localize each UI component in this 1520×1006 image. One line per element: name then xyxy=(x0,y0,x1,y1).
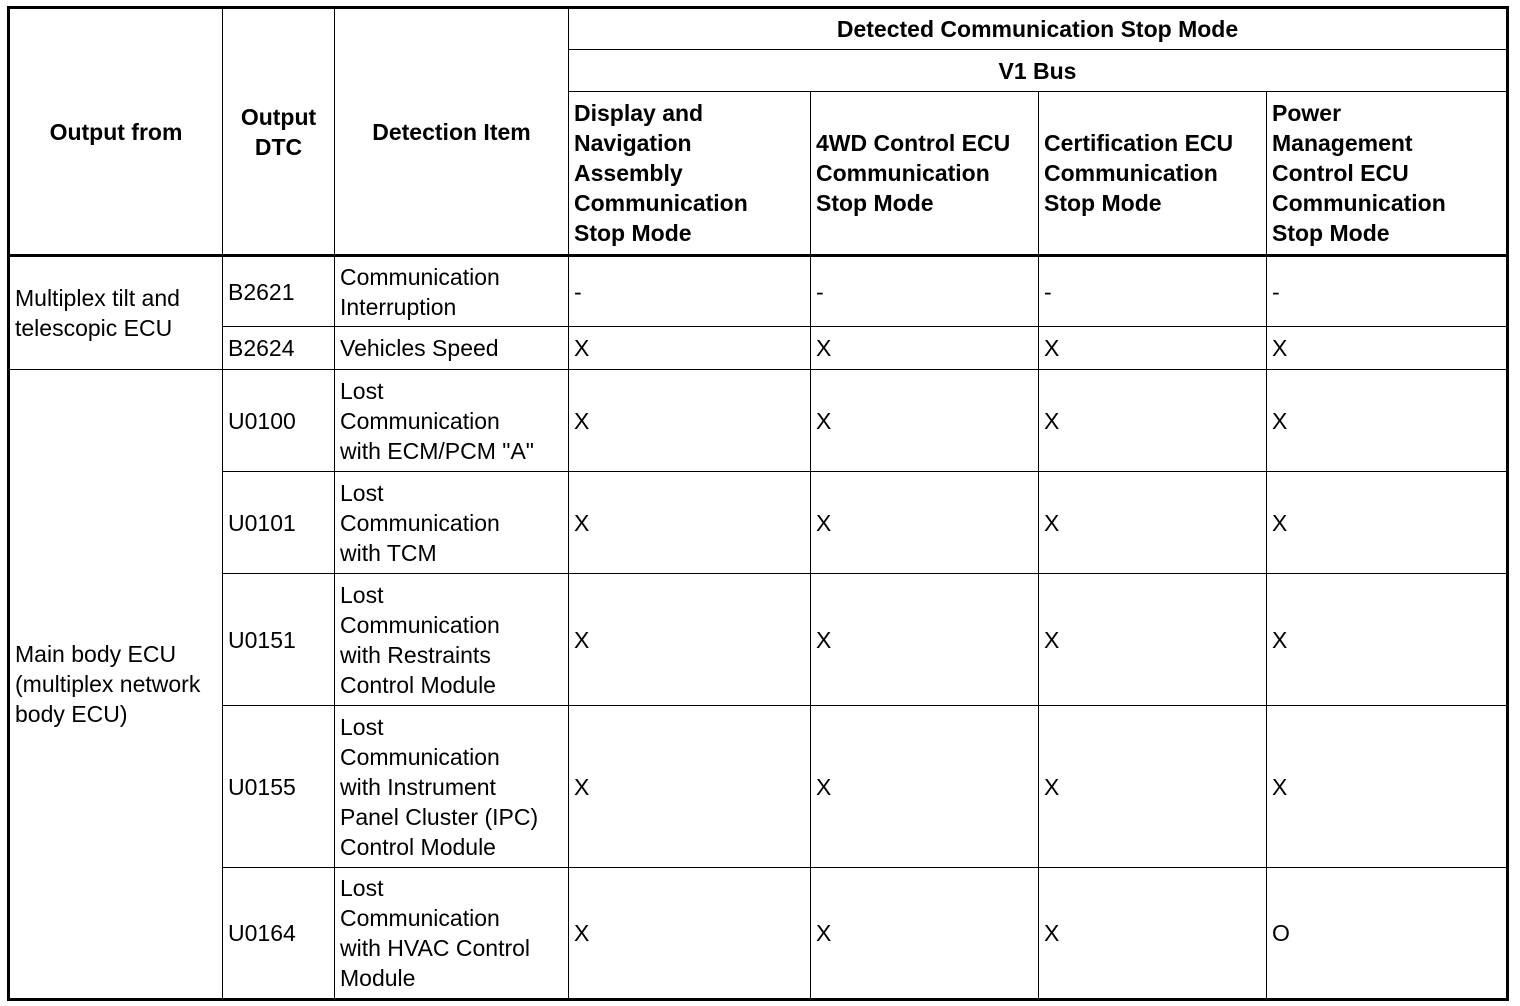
table-row xyxy=(9,370,1508,472)
header-bus: V1 Bus xyxy=(569,50,1508,92)
mode-cell: X xyxy=(1039,574,1267,706)
mode-cell: X xyxy=(811,327,1039,370)
mode-cell: X xyxy=(569,706,811,868)
mode-cell: - xyxy=(569,256,811,327)
mode-cell: X xyxy=(1267,472,1508,574)
header-mode-4wd-control-ecu: 4WD Control ECU Communication Stop Mode xyxy=(811,92,1039,256)
detection-item-cell: Lost Communication with HVAC Control Module xyxy=(335,868,569,1000)
mode-cell: X xyxy=(1267,574,1508,706)
table-row xyxy=(9,574,1508,706)
mode-cell: X xyxy=(1267,327,1508,370)
mode-cell: X xyxy=(1039,472,1267,574)
detection-item-cell: Communication Interruption xyxy=(335,256,569,327)
mode-cell: X xyxy=(811,706,1039,868)
mode-cell: X xyxy=(1267,706,1508,868)
mode-cell: X xyxy=(1267,370,1508,472)
header-output-from: Output from xyxy=(9,8,223,256)
table-row xyxy=(9,327,1508,370)
dtc-cell: B2621 xyxy=(223,256,335,327)
mode-cell: O xyxy=(1267,868,1508,1000)
dtc-cell: U0151 xyxy=(223,574,335,706)
mode-cell: - xyxy=(811,256,1039,327)
mode-cell: X xyxy=(1039,868,1267,1000)
header-detection-item: Detection Item xyxy=(335,8,569,256)
header-mode-power-management: Power Management Control ECU Communication Stop Mode xyxy=(1267,92,1508,256)
mode-cell: X xyxy=(569,472,811,574)
detection-item-cell: Lost Communication with TCM xyxy=(335,472,569,574)
header-detected-mode: Detected Communication Stop Mode xyxy=(569,8,1508,50)
table-body xyxy=(9,256,1508,1000)
dtc-cell: B2624 xyxy=(223,327,335,370)
detection-item-cell: Lost Communication with Instrument Panel Cluster (IPC) Control Module xyxy=(335,706,569,868)
dtc-communication-stop-mode-table xyxy=(7,6,1509,1001)
table-row xyxy=(9,472,1508,574)
detection-item-cell: Lost Communication with ECM/PCM "A" xyxy=(335,370,569,472)
mode-cell: X xyxy=(811,868,1039,1000)
mode-cell: - xyxy=(1039,256,1267,327)
table-header xyxy=(9,8,1508,256)
mode-cell: X xyxy=(1039,327,1267,370)
mode-cell: X xyxy=(811,472,1039,574)
table-row xyxy=(9,256,1508,327)
mode-cell: X xyxy=(811,370,1039,472)
mode-cell: X xyxy=(1039,706,1267,868)
detection-item-cell: Vehicles Speed xyxy=(335,327,569,370)
mode-cell: X xyxy=(1039,370,1267,472)
header-mode-display-navigation: Display and Navigation Assembly Communication Stop Mode xyxy=(569,92,811,256)
output-from-cell: Multiplex tilt and telescopic ECU xyxy=(9,256,223,370)
mode-cell: X xyxy=(569,370,811,472)
output-from-cell: Main body ECU (multiplex network body ECU) xyxy=(9,370,223,1000)
dtc-cell: U0101 xyxy=(223,472,335,574)
dtc-cell: U0155 xyxy=(223,706,335,868)
mode-cell: X xyxy=(569,868,811,1000)
header-mode-certification-ecu: Certification ECU Communication Stop Mode xyxy=(1039,92,1267,256)
header-row xyxy=(9,8,1508,50)
table-row xyxy=(9,706,1508,868)
header-output-dtc: Output DTC xyxy=(223,8,335,256)
mode-cell: X xyxy=(811,574,1039,706)
mode-cell: X xyxy=(569,327,811,370)
dtc-cell: U0164 xyxy=(223,868,335,1000)
mode-cell: - xyxy=(1267,256,1508,327)
table-row xyxy=(9,868,1508,1000)
detection-item-cell: Lost Communication with Restraints Control Module xyxy=(335,574,569,706)
mode-cell: X xyxy=(569,574,811,706)
dtc-cell: U0100 xyxy=(223,370,335,472)
